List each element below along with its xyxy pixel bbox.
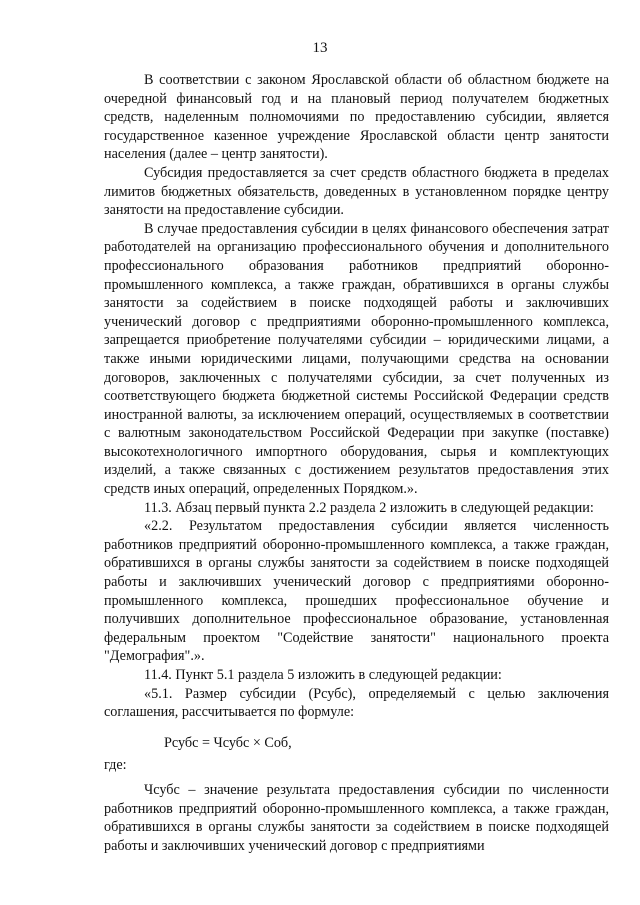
paragraph-recipient: В соответствии с законом Ярославской области об областном бюджете на очередной финансовый год и на плановый период получателем бюджетных средств, наделенным полномочиями по предоставлению субсидии, является государственное казенное учреждение Ярославской области центр занятости населения (далее – центр занятости). bbox=[104, 72, 609, 163]
paragraph-amendment-11-3: 11.3. Абзац первый пункта 2.2 раздела 2 изложить в следующей редакции: bbox=[144, 499, 594, 516]
subsidy-formula: Рсубс = Чсубс × Соб, bbox=[164, 734, 292, 751]
paragraph-amendment-11-4: 11.4. Пункт 5.1 раздела 5 изложить в следующей редакции: bbox=[144, 667, 502, 683]
paragraph-funding: Субсидия предоставляется за счет средств областного бюджета в пределах лимитов бюджетных обязательств, доведенных в установленном порядке центру занятости на предоставление субсидии. bbox=[104, 164, 609, 219]
paragraph-restrictions: В случае предоставления субсидии в целях финансового обеспечения затрат работодателей на организацию профессионального обучения и дополнительного профессионального образования работников предприятий оборонно-промышленного комплекса, а также граждан, обратившихся в органы службы занятости за содействием в поиске подходящей работы и заключивших ученический договор с предприятиями оборонно-промышленного комплекса, запрещается приобретение получателями субсидии – юридическими лицами, а также иными юридическими лицами, получающими средства на основании договоров, заключенных с получателями субсидии, за счет полученных из соответствующего бюджета бюджетной системы Российской Федерации средств иностранной валюты, за исключением операций, осуществляемых в соответствии с валютным законодательством Российской Федерации при закупке (поставке) высокотехнологичного импортного оборудования, сырья и комплектующих изделий, а также связанных с достижением результатов предоставления этих средств иных операций, определенных Порядком.». bbox=[104, 220, 609, 498]
where-label: где: bbox=[104, 757, 127, 774]
page-number: 13 bbox=[312, 40, 328, 56]
paragraph-subsidy-size-5-1: «5.1. Размер субсидии (Рсубс), определяемый с целью заключения соглашения, рассчитывается по формуле: bbox=[104, 685, 609, 721]
paragraph-definition: Чсубс – значение результата предоставления субсидии по численности работников предприятий оборонно-промышленного комплекса, а также граждан, обратившихся в органы службы занятости за содействием в поиске подходящей работы и заключивших ученический договор с предприятиями bbox=[104, 781, 609, 854]
document-body bbox=[104, 71, 609, 855]
paragraph-result-2-2: «2.2. Результатом предоставления субсидии является численность работников предприятий оборонно-промышленного комплекса, а также граждан, обратившихся в органы службы занятости за содействием в поиске подходящей работы и заключивших ученический договор с предприятиями оборонно-промышленного комплекса, прошедших профессиональное обучение и получивших дополнительное профессиональное образование, установленная федеральным проектом "Содействие занятости" национального проекта "Демография".». bbox=[104, 518, 609, 665]
